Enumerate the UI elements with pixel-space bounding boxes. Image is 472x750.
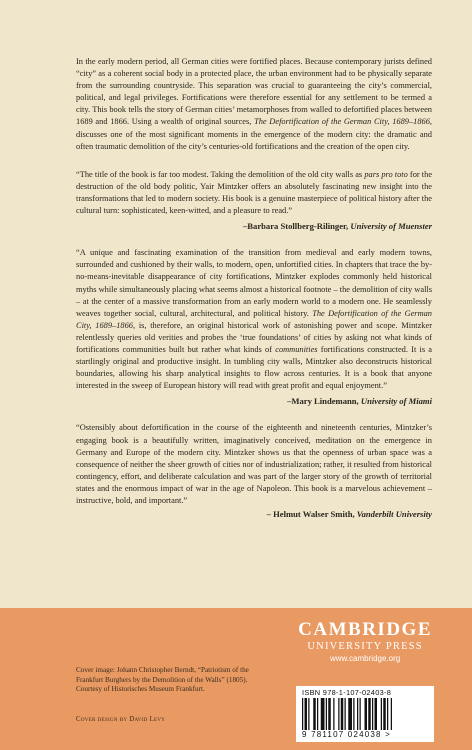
publisher-logo: CAMBRIDGE UNIVERSITY PRESS www.cambridge.org bbox=[298, 619, 432, 663]
isbn-label: ISBN 978-1-107-02403-8 bbox=[302, 688, 392, 697]
endorsement-3: “Ostensibly about defortification in the course of the eighteenth and nineteenth centuries, Mintzker’s engaging book is a beautifully written, imaginatively conceived, meditation on the emergence in Germany and Europe of the modern city. Mintzker shows us that the openness of urban space was a consequence of neither the sheer growth of cities nor of industrialization; rather, it resulted from historical contingency, effort, and deliberate calculation and was part of the larger story of the growth of territorial states and the enormous impact of war in the age of Napoleon. This book is a marvelous achievement – instructive, bold, and important.” – Helmut Walser Smith, Vanderbilt University bbox=[76, 423, 432, 520]
cover-image-credit: Cover image: Johann Christopher Berndt, “Patriotism of the Frankfurt Burghers by the Demolition of the Walls” (1805). Courtesy of Historisches Museum Frankfurt. bbox=[76, 666, 249, 694]
endorser-2: –Mary Lindemann, University of Miami bbox=[287, 396, 432, 407]
isbn-digits: 9 781107 024038 > bbox=[302, 730, 391, 739]
endorsement-2: “A unique and fascinating examination of the transition from medieval and early modern towns, surrounded and cushioned by their walls, to modern, open, unfortified cities. In chapters that trace the by-no-means-inevitable disappearance of city fortifications, Mintzker explodes commonly held historical myths while simultaneously placing what seems almost a historical footnote – the demolition of city walls – at the center of a massive transformation from an early modern world to a modern one. He seamlessly weaves together social, cultural, architectural, and political history. The Defortification of the German City, 1689–1866, is, therefore, an original historical work of astonishing power and scope. Mintzker relentlessly queries old verities and probes the ‘true foundations’ of cities by asking not what kinds of fortifications communities built but rather what kinds of communities fortifications constructed. It is a startlingly original and productive insight. In tumbling city walls, Mintzker also deconstructs historical boundaries, allowing his sharp analytical insights to flow across centuries. It is a book that anyone interested in the sweep of European history will read with great profit and equal enjoyment.” –Mary Lindemann, University of Miami bbox=[76, 248, 433, 407]
barcode-icon bbox=[302, 698, 428, 730]
endorser-1: –Barbara Stollberg-Rilinger, University of Muenster bbox=[243, 221, 432, 232]
isbn-barcode bbox=[296, 686, 434, 742]
cover-design-credit: Cover design by David Levy bbox=[76, 716, 166, 723]
book-description: In the early modern period, all German cities were fortified places. Because contemporary jurists defined “city” as a coherent social body in a protected place, the urban environment had to be physically separate from the surrounding countryside. This separation was crucial to guaranteeing the city’s commercial, political, and legal privileges. Fortifications were therefore essential for any settlement to be termed a city. This book tells the story of German cities’ metamorphoses from walled to defortified places between 1689 and 1866. Using a wealth of original sources, The Defortification of the German City, 1689–1866, discusses one of the most significant moments in the emergence of the modern city: the dramatic and often traumatic demolition of the city’s centuries-old fortifications and the creation of the open city. bbox=[76, 57, 433, 151]
endorser-3: – Helmut Walser Smith, Vanderbilt University bbox=[266, 509, 432, 520]
publisher-url: www.cambridge.org bbox=[329, 654, 401, 663]
back-cover-text bbox=[76, 56, 432, 535]
endorsement-1: “The title of the book is far too modest. Taking the demolition of the old city walls as pars pro toto for the destruction of the old body politic, Yair Mintzker offers an absolutely fascinating new insight into the transformations that led to modern society. His book is a genuine masterpiece of political history after the cultural turn: sophisticated, keen-witted, and a pleasure to read.” –Barbara Stollberg-Rilinger, University of Muenster bbox=[76, 169, 433, 232]
book-title: The Defortification of the German City, 1689–1866, bbox=[254, 117, 433, 127]
